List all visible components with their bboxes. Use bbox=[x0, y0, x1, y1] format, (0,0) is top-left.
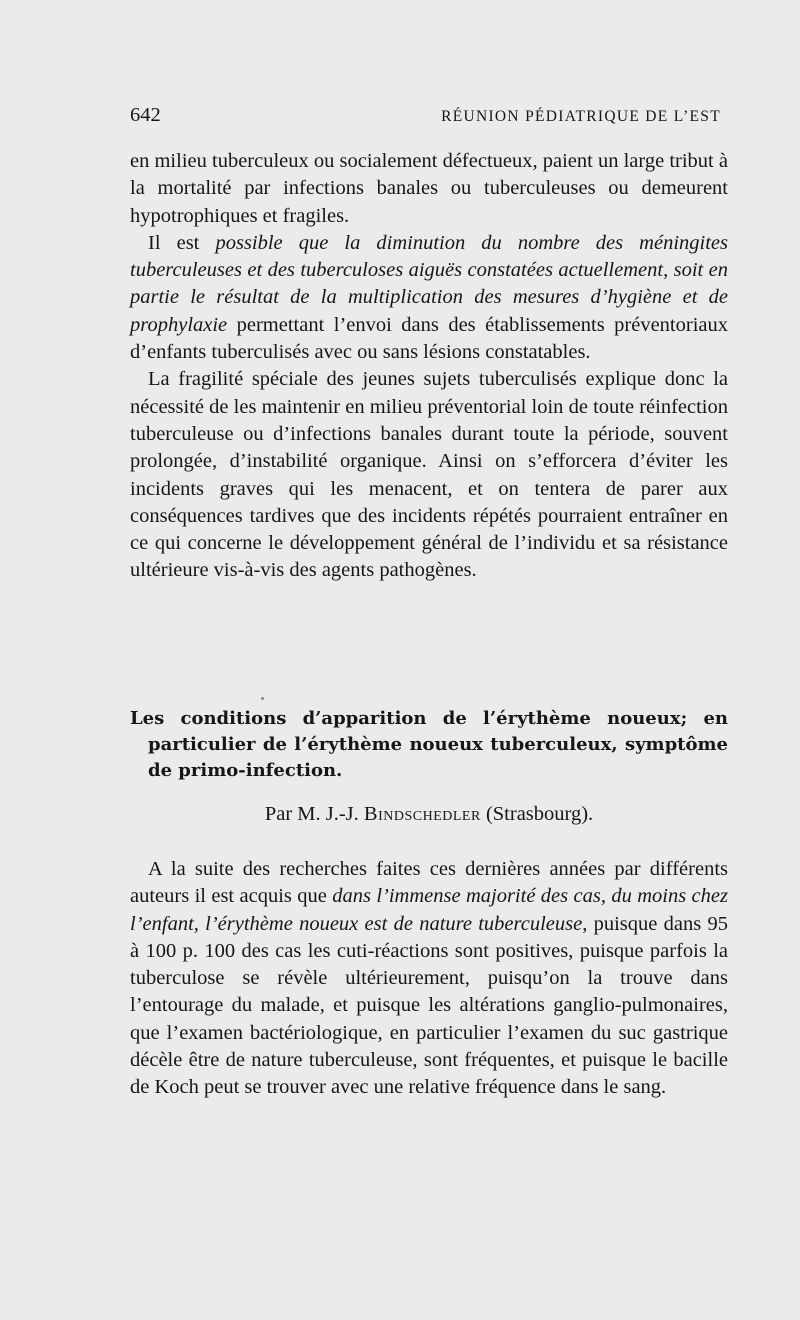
paragraph: La fragilité spéciale des jeunes sujets tuberculisés explique donc la nécessité de les maintenir en milieu préventorial loin de toute réinfection tuberculeuse ou d’infections banales durant toute la période, souvent prolongée, d’instabilité organique. Ainsi on s’efforcera d’éviter les incidents graves qui les menacent, et on tentera de parer aux conséquences tardives que des incidents répétés pourraient entraîner en ce qui concerne le développement général de l’individu et sa résistance ultérieure vis-à-vis des agents pathogènes. bbox=[130, 368, 728, 582]
author-name: Bindschedler bbox=[363, 803, 481, 825]
text-block-previous-article bbox=[130, 148, 728, 585]
text-run: , puisque dans 95 à 100 p. 100 des cas les cuti-réactions sont positives, puisque parfois la tuberculose se révèle ultérieurement, puisqu’on la trouve dans l’entourage du malade, et puisque les altérations ganglio-pulmonaires, que l’examen bactériologique, en particulier l’examen du suc gastrique décèle être de nature tuberculeuse, sont fréquentes, et puisque le bacille de Koch peut se trouver avec une relative fréquence dans le sang. bbox=[130, 912, 728, 1099]
byline-prefix: Par M. J.-J. bbox=[264, 803, 364, 825]
page-header bbox=[130, 100, 728, 130]
page-number: 642 bbox=[130, 104, 161, 126]
print-speck bbox=[261, 697, 264, 700]
running-title: RÉUNION PÉDIATRIQUE DE L’EST bbox=[441, 108, 721, 125]
paragraph bbox=[130, 230, 728, 366]
italic-text: dans l’immense majorité des cas, du moins chez l’enfant, l’érythème noueux est de nature tuberculeuse bbox=[130, 885, 728, 935]
paragraph bbox=[130, 856, 728, 1102]
text-run: permettant l’envoi dans des établissements préventoriaux d’enfants tuberculisés avec ou sans lésions constatables. bbox=[130, 313, 728, 364]
byline bbox=[130, 803, 728, 826]
text-run: Il est bbox=[148, 231, 216, 254]
text-block-new-article bbox=[130, 856, 728, 1102]
italic-text: possible que la diminution du nombre des méningites tuberculeuses et des tuberculoses aiguës constatées actuellement, soit en partie le résultat de la multiplication des mesures d’hygiène et de prophylaxie bbox=[130, 231, 729, 336]
paragraph: en milieu tuberculeux ou socialement défectueux, paient un large tribut à la mortalité par infections banales ou tuberculeuses ou demeurent hypotrophiques et fragiles. bbox=[130, 150, 728, 227]
text-run: A la suite des recherches faites ces dernières années par différents auteurs il est acquis que bbox=[130, 858, 728, 908]
article-title: Les conditions d’apparition de l’érythème noueux; en particulier de l’érythème noueux tuberculeux, symptôme de primo-infection. bbox=[130, 708, 728, 781]
byline-location: (Strasbourg). bbox=[480, 803, 594, 825]
